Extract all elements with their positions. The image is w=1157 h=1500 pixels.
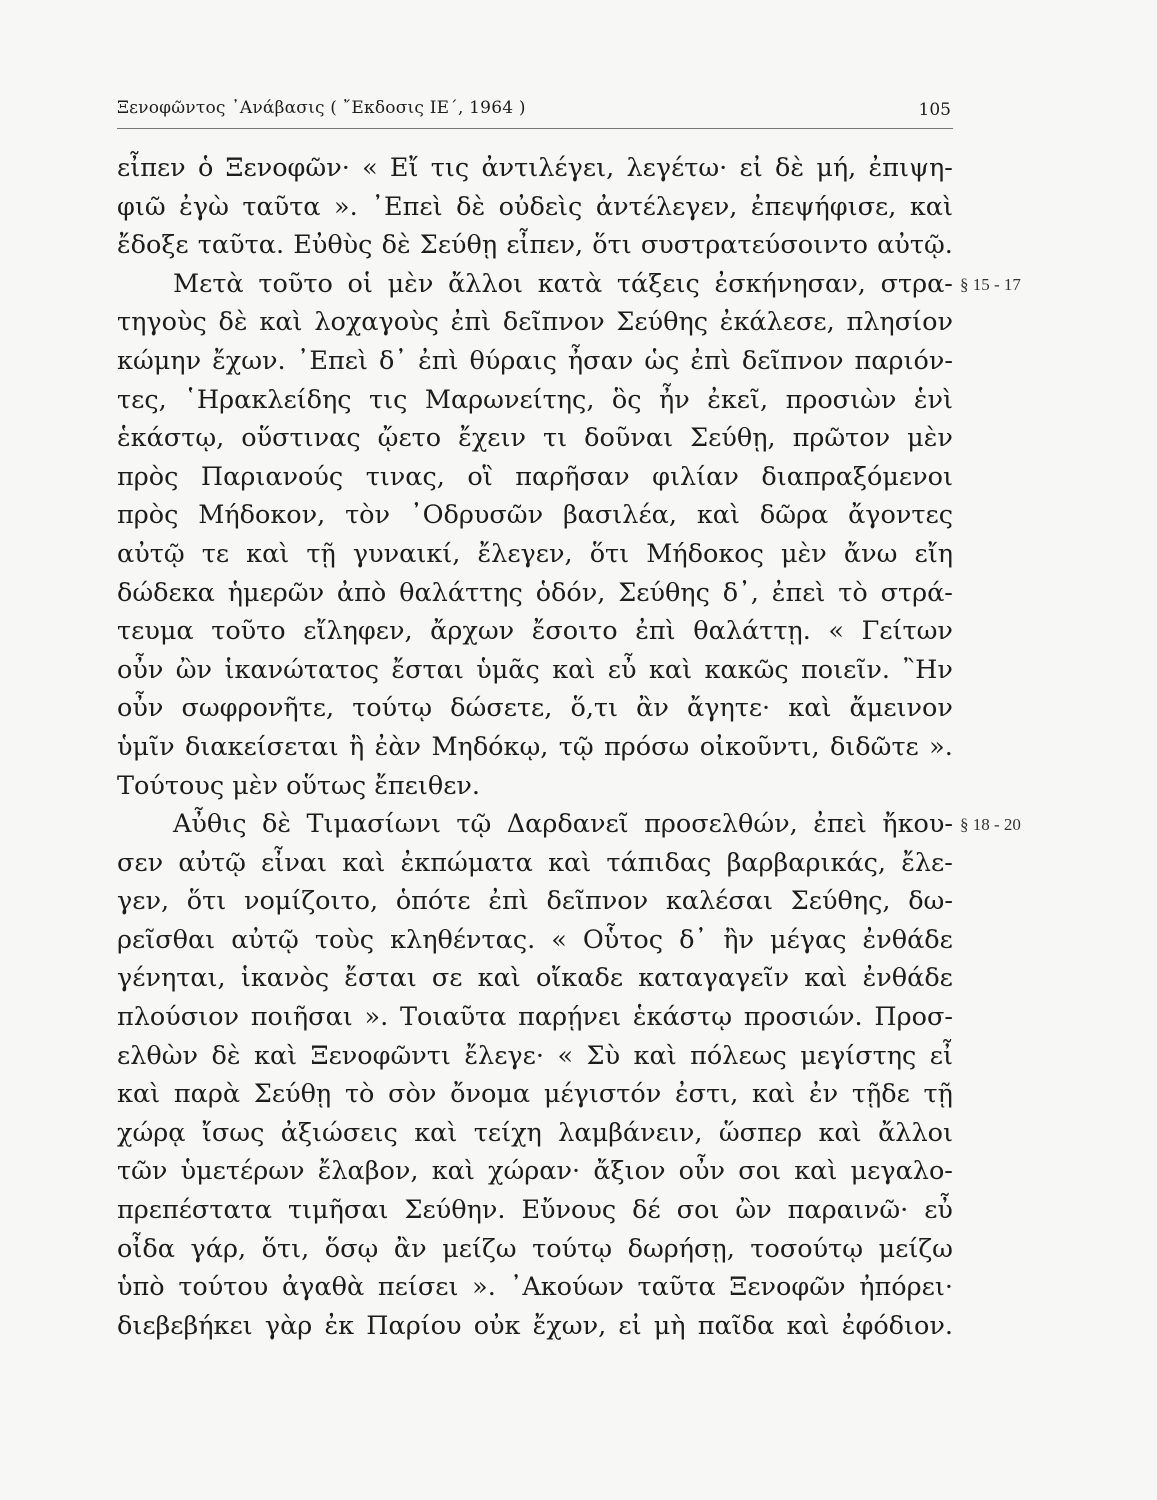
text-line: φιῶ ἐγὼ ταῦτα ». ᾿Επεὶ δὲ οὐδεὶς ἀντέλεγεν, ἐπεψήφισε, καὶ <box>117 191 953 222</box>
text-line: καὶ παρὰ Σεύθῃ τὸ σὸν ὄνομα μέγιστόν ἐστι, καὶ ἐν τῇδε τῇ <box>117 1079 953 1110</box>
text-line: Μετὰ τοῦτο οἱ μὲν ἄλλοι κατὰ τάξεις ἐσκήνησαν, στρα- <box>173 268 953 299</box>
running-title: Ξενοφῶντος ᾿Ανάβασις ( ῎Εκδοσις ΙΕ΄, 1964 ) <box>117 98 526 118</box>
page-number: 105 <box>918 100 951 120</box>
text-line: ὑμῖν διακείσεται ἢ ἐὰν Μηδόκῳ, τῷ πρόσω οἰκοῦντι, διδῶτε ». <box>117 731 953 762</box>
margin-note: § 15 - 17 <box>960 274 1021 294</box>
text-line: τες, ῾Ηρακλείδης τις Μαρωνείτης, ὃς ἦν ἐκεῖ, προσιὼν ἑνὶ <box>117 384 953 415</box>
text-line: γεν, ὅτι νομίζοιτο, ὁπότε ἐπὶ δεῖπνον καλέσαι Σεύθης, δω- <box>117 886 953 917</box>
body-text <box>117 149 953 1345</box>
text-line: ρεῖσθαι αὐτῷ τοὺς κληθέντας. « Οὗτος δ᾿ ἢν μέγας ἐνθάδε <box>117 924 953 955</box>
text-line: πρὸς Μήδοκον, τὸν ᾿Οδρυσῶν βασιλέα, καὶ δῶρα ἄγοντες <box>117 500 953 531</box>
text-line: τῶν ὑμετέρων ἔλαβον, καὶ χώραν· ἄξιον οὖν σοι καὶ μεγαλο- <box>117 1156 953 1187</box>
text-line: πρὸς Παριανούς τινας, οἳ παρῆσαν φιλίαν διαπραξόμενοι <box>117 461 953 492</box>
text-line: αὐτῷ τε καὶ τῇ γυναικί, ἔλεγεν, ὅτι Μήδοκος μὲν ἄνω εἴη <box>117 538 953 569</box>
text-line: τευμα τοῦτο εἴληφεν, ἄρχων ἔσοιτο ἐπὶ θαλάττῃ. « Γείτων <box>117 616 953 647</box>
text-line: οἶδα γάρ, ὅτι, ὅσῳ ἂν μείζω τούτῳ δωρήσῃ, τοσούτῳ μείζω <box>117 1233 953 1264</box>
text-line: εἶπεν ὁ Ξενοφῶν· « Εἴ τις ἀντιλέγει, λεγέτω· εἰ δὲ μή, ἐπιψη- <box>117 153 953 183</box>
text-line: οὖν ὢν ἱκανώτατος ἔσται ὑμᾶς καὶ εὖ καὶ κακῶς ποιεῖν. ῍Ην <box>117 654 953 685</box>
text-line: ελθὼν δὲ καὶ Ξενοφῶντι ἔλεγε· « Σὺ καὶ πόλεως μεγίστης εἶ <box>117 1040 953 1071</box>
text-line: Τούτους μὲν οὕτως ἔπειθεν. <box>117 770 481 801</box>
header-rule <box>117 128 953 129</box>
text-line: σεν αὐτῷ εἶναι καὶ ἐκπώματα καὶ τάπιδας βαρβαρικάς, ἔλε- <box>117 847 953 878</box>
text-line: ἔδοξε ταῦτα. Εὐθὺς δὲ Σεύθῃ εἶπεν, ὅτι συστρατεύσοιντο αὐτῷ. <box>117 230 953 261</box>
text-line: πλούσιον ποιῆσαι ». Τοιαῦτα παρῄνει ἑκάστῳ προσιών. Προσ- <box>117 1002 953 1033</box>
text-line: γένηται, ἱκανὸς ἔσται σε καὶ οἴκαδε καταγαγεῖν καὶ ἐνθάδε <box>117 963 953 994</box>
text-line: Αὖθις δὲ Τιμασίωνι τῷ Δαρδανεῖ προσελθών, ἐπεὶ ἤκου- <box>173 809 953 840</box>
text-line: οὖν σωφρονῆτε, τούτῳ δώσετε, ὅ,τι ἂν ἄγητε· καὶ ἄμεινον <box>117 693 953 724</box>
margin-note: § 18 - 20 <box>960 815 1021 835</box>
text-line: ὑπὸ τούτου ἀγαθὰ πείσει ». ᾿Ακούων ταῦτα Ξενοφῶν ἠπόρει· <box>117 1272 953 1303</box>
running-header <box>117 94 953 130</box>
text-line: κώμην ἔχων. ᾿Επεὶ δ᾿ ἐπὶ θύραις ἦσαν ὡς ἐπὶ δεῖπνον παριόν- <box>117 345 953 376</box>
text-line: τηγοὺς δὲ καὶ λοχαγοὺς ἐπὶ δεῖπνον Σεύθης ἐκάλεσε, πλησίον <box>117 307 953 338</box>
text-line: ἑκάστῳ, οὕστινας ᾤετο ἔχειν τι δοῦναι Σεύθῃ, πρῶτον μὲν <box>117 423 953 454</box>
text-line: χώρᾳ ἴσως ἀξιώσεις καὶ τείχη λαμβάνειν, ὥσπερ καὶ ἄλλοι <box>117 1117 953 1148</box>
text-line: πρεπέστατα τιμῆσαι Σεύθην. Εὔνους δέ σοι ὢν παραινῶ· εὖ <box>117 1195 953 1226</box>
text-line: δώδεκα ἡμερῶν ἀπὸ θαλάττης ὁδόν, Σεύθης δ᾿, ἐπεὶ τὸ στρά- <box>117 577 953 608</box>
text-line: διεβεβήκει γὰρ ἐκ Παρίου οὐκ ἔχων, εἰ μὴ παῖδα καὶ ἐφόδιον. <box>117 1310 953 1341</box>
